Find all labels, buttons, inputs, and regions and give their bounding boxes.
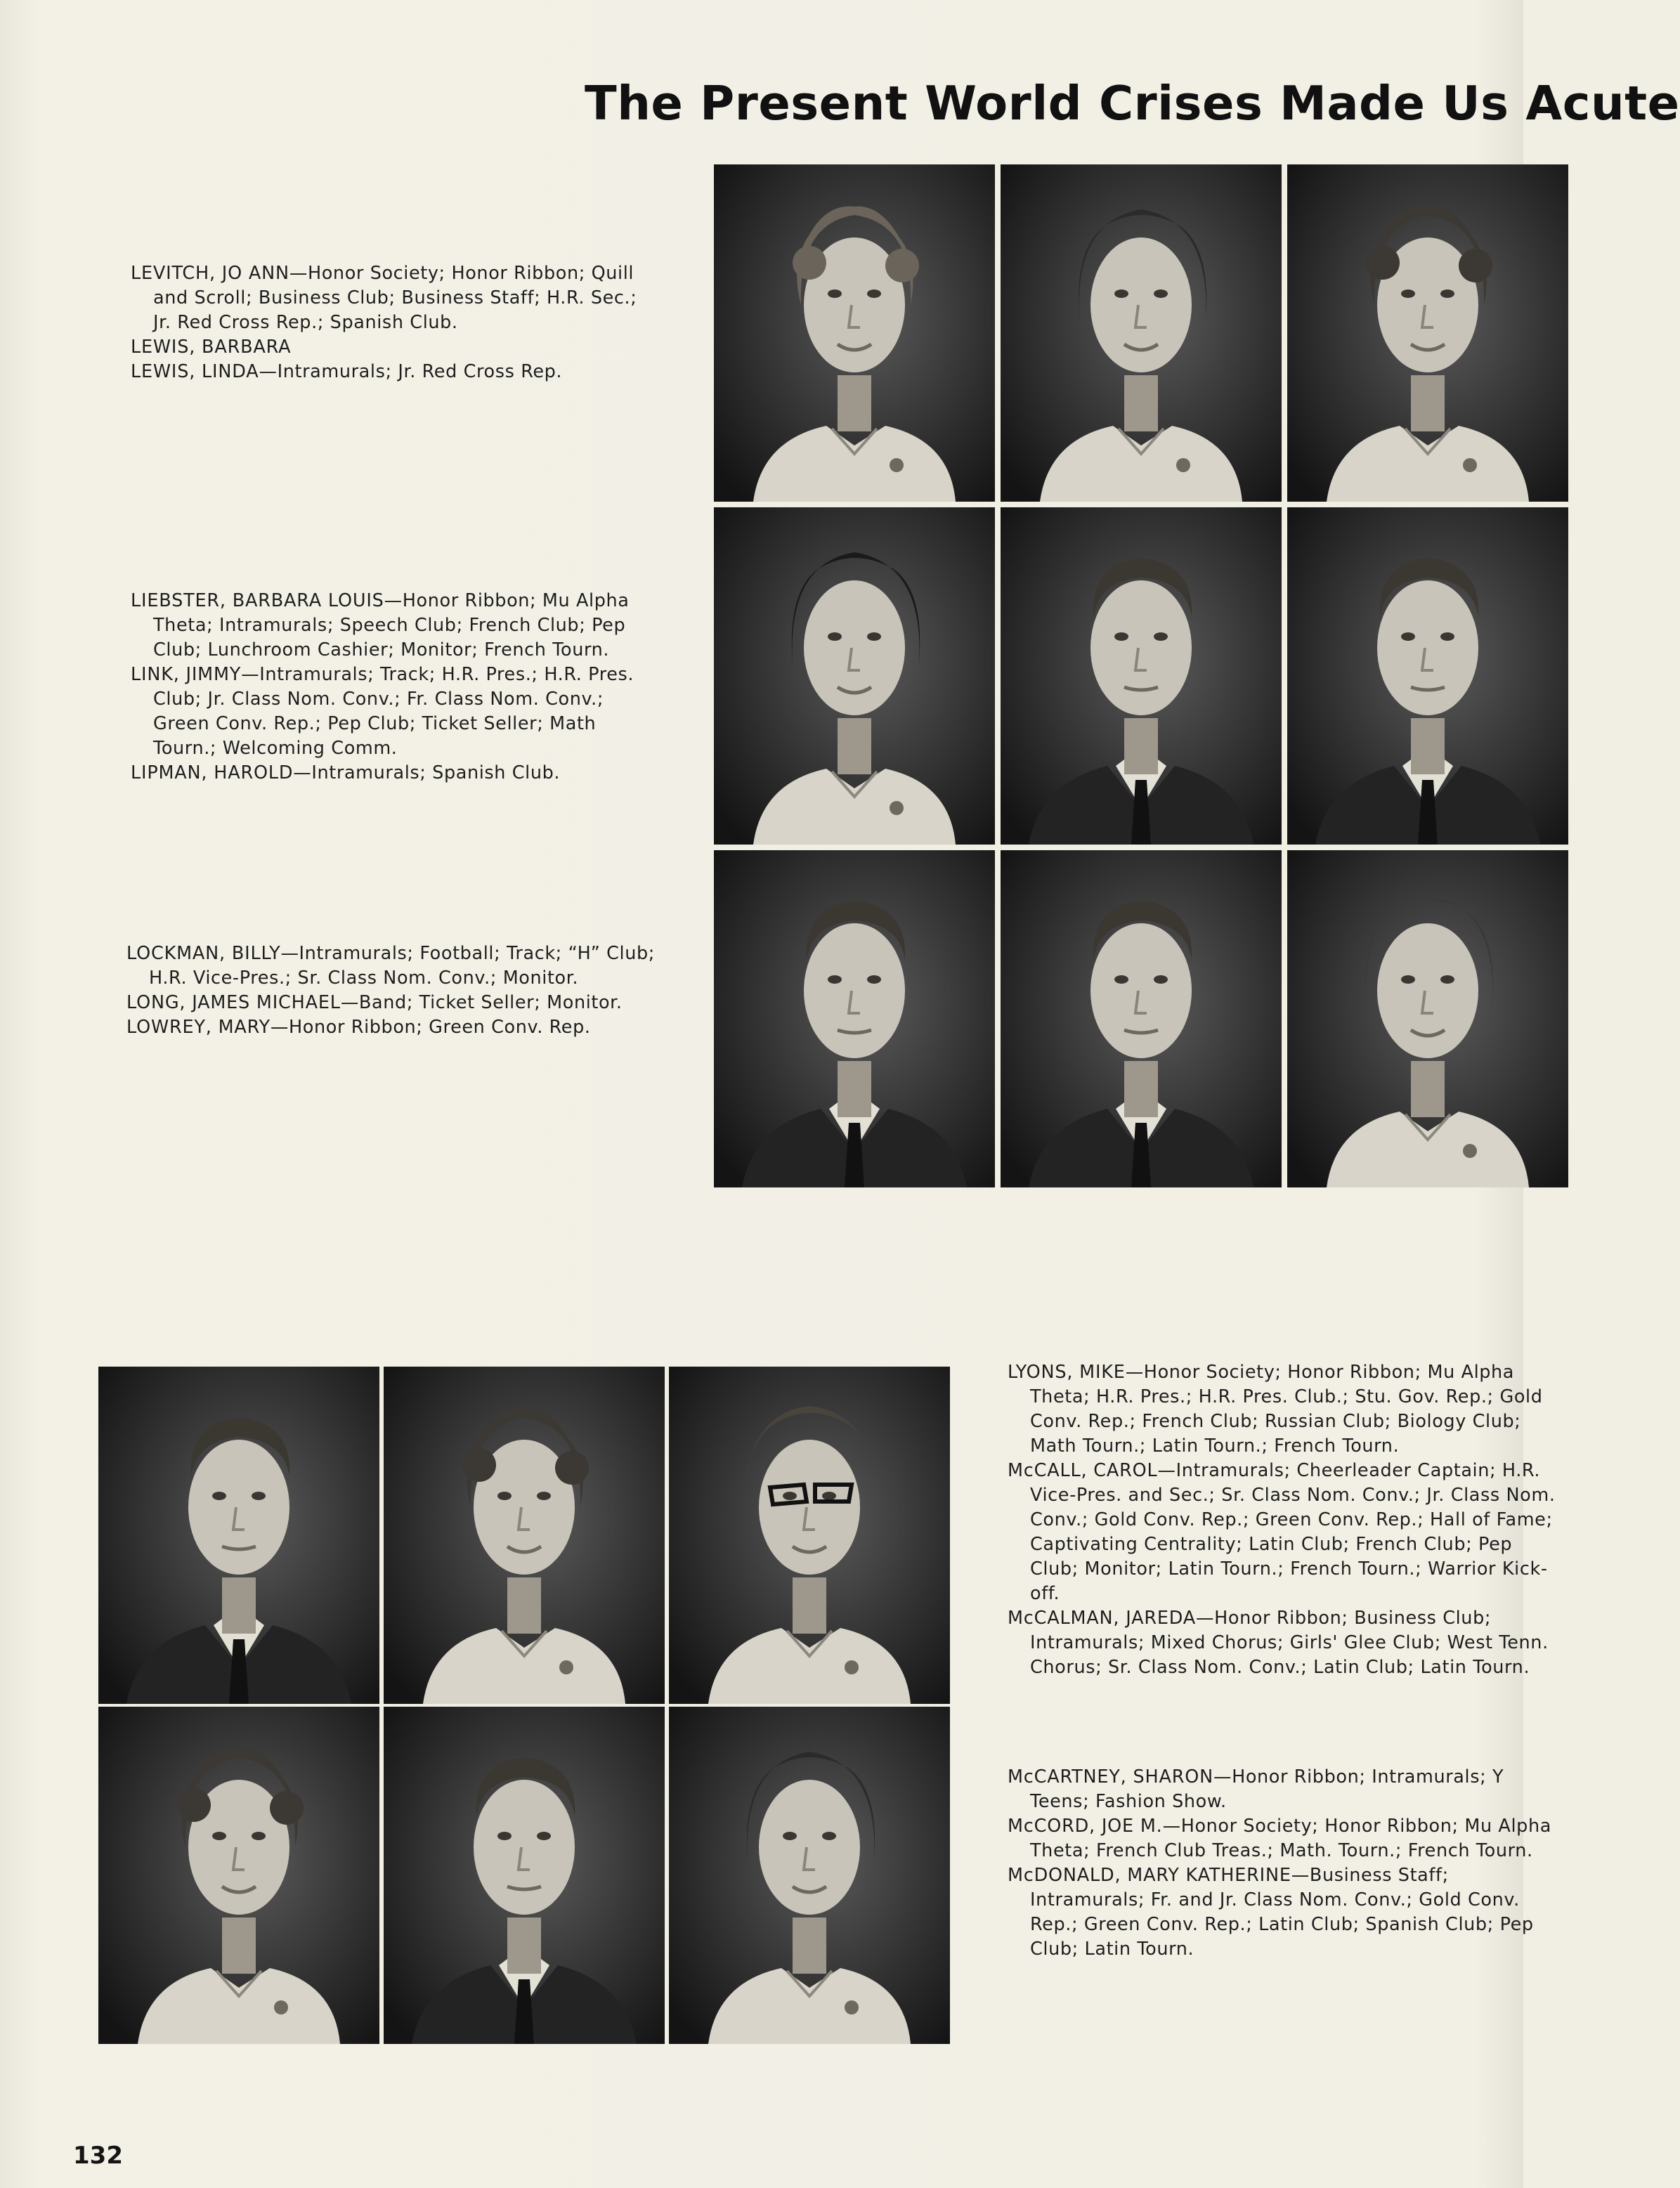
student-name: McDONALD, MARY KATHERINE [1008, 1865, 1291, 1886]
student-portrait-photo [669, 1707, 950, 2043]
bio-group-5 [1008, 1765, 1551, 1990]
student-portrait-photo [714, 164, 995, 502]
bio-group-3 [126, 942, 655, 1040]
bio-entry [1008, 1606, 1564, 1680]
bio-group-4 [1008, 1360, 1556, 1678]
bio-entry [131, 663, 659, 761]
student-portrait-photo [669, 1367, 950, 1703]
portrait-grid-top [714, 164, 1523, 1187]
page-number: 132 [73, 2142, 123, 2170]
student-name: McCALMAN, JAREDA [1008, 1608, 1196, 1629]
student-name: LEWIS, BARBARA [131, 337, 292, 358]
student-portrait-photo [1287, 507, 1568, 845]
portrait-grid-bottom [98, 1367, 950, 2045]
student-name: LINK, JIMMY [131, 664, 242, 685]
student-activities: —Honor Ribbon; Mu Alpha Theta; Intramurals; Speech Club; French Club; Pep Club; Lunchroom Cashier; Monitor; French Tourn. [153, 590, 630, 660]
student-activities: —Intramurals; Track; H.R. Pres.; H.R. Pres. Club; Jr. Class Nom. Conv.; Fr. Class Nom. Conv.; Green Conv. Rep.; Pep Club; Ticket Seller; Math Tourn.; Welcoming Comm. [153, 664, 634, 759]
bio-entry [126, 942, 655, 991]
student-portrait-photo [1287, 850, 1568, 1187]
student-name: LIPMAN, HAROLD [131, 762, 294, 783]
student-name: LIEBSTER, BARBARA LOUIS [131, 590, 384, 611]
bio-entry [126, 991, 655, 1015]
bio-entry [1008, 1459, 1564, 1606]
bio-group-1 [131, 261, 659, 384]
student-activities: —Band; Ticket Seller; Monitor. [340, 992, 623, 1013]
student-activities: —Intramurals; Football; Track; “H” Club; H.R. Vice-Pres.; Sr. Class Nom. Conv.; Monitor. [149, 943, 655, 989]
student-activities: —Honor Ribbon; Intramurals; Y Teens; Fashion Show. [1030, 1766, 1504, 1812]
bio-entry [131, 589, 659, 663]
student-portrait-photo [714, 850, 995, 1187]
student-portrait-photo [1001, 507, 1282, 845]
student-portrait-photo [1001, 850, 1282, 1187]
student-name: McCARTNEY, SHARON [1008, 1766, 1213, 1787]
student-name: LYONS, MIKE [1008, 1362, 1126, 1383]
bio-group-2 [131, 589, 659, 786]
student-name: LEVITCH, JO ANN [131, 263, 289, 284]
student-activities: —Honor Ribbon; Business Club; Intramurals; Mixed Chorus; Girls' Glee Club; West Tenn. Chorus; Sr. Class Nom. Conv.; Latin Club; Latin Tourn. [1030, 1608, 1549, 1678]
student-name: LONG, JAMES MICHAEL [126, 992, 341, 1013]
student-name: McCORD, JOE M. [1008, 1816, 1163, 1837]
student-portrait-photo [1287, 164, 1568, 502]
student-activities: —Business Staff; Intramurals; Fr. and Jr. Class Nom. Conv.; Gold Conv. Rep.; Green Conv. Rep.; Latin Club; Spanish Club; Pep Club; Latin Tourn. [1030, 1865, 1534, 1960]
bio-entry [131, 360, 659, 384]
bio-entry [131, 335, 659, 360]
student-portrait-photo [384, 1707, 665, 2043]
student-portrait-photo [1001, 164, 1282, 502]
student-portrait-photo [384, 1367, 665, 1703]
page-title: The Present World Crises Made Us Acute [585, 76, 1680, 131]
student-portrait-photo [98, 1367, 379, 1703]
student-portrait-photo [98, 1707, 379, 2043]
bio-entry [1008, 1863, 1564, 1962]
student-activities: —Intramurals; Cheerleader Captain; H.R. Vice-Pres. and Sec.; Sr. Class Nom. Conv.; Jr. Class Nom. Conv.; Gold Conv. Rep.; Green Conv. Rep.; Hall of Fame; Captivating Centrality; Latin Club; French Club; Pep Club; Monitor; Latin Tourn.; French Tourn.; Warrior Kick-off. [1030, 1460, 1556, 1604]
student-portrait-photo [714, 507, 995, 845]
student-activities: —Intramurals; Spanish Club. [293, 762, 561, 783]
bio-entry [131, 261, 659, 335]
bio-entry [1008, 1814, 1564, 1863]
bio-entry [1008, 1360, 1564, 1459]
student-activities: —Honor Society; Honor Ribbon; Mu Alpha Theta; H.R. Pres.; H.R. Pres. Club.; Stu. Gov. Rep.; Gold Conv. Rep.; French Club; Russian Club; Biology Club; Math Tourn.; Latin Tourn.; French Tourn. [1030, 1362, 1543, 1457]
student-name: LOCKMAN, BILLY [126, 943, 281, 964]
bio-entry [126, 1015, 655, 1040]
student-activities: —Honor Society; Honor Ribbon; Quill and Scroll; Business Club; Business Staff; H.R. Sec.; Jr. Red Cross Rep.; Spanish Club. [153, 263, 637, 333]
bio-entry [1008, 1765, 1564, 1814]
student-activities: —Intramurals; Jr. Red Cross Rep. [259, 361, 563, 382]
student-name: McCALL, CAROL [1008, 1460, 1158, 1481]
student-name: LEWIS, LINDA [131, 361, 259, 382]
student-name: LOWREY, MARY [126, 1017, 271, 1038]
bio-entry [131, 761, 659, 786]
student-activities: —Honor Ribbon; Green Conv. Rep. [270, 1017, 591, 1038]
student-activities: —Honor Society; Honor Ribbon; Mu Alpha Theta; French Club Treas.; Math. Tourn.; French Tourn. [1030, 1816, 1551, 1861]
